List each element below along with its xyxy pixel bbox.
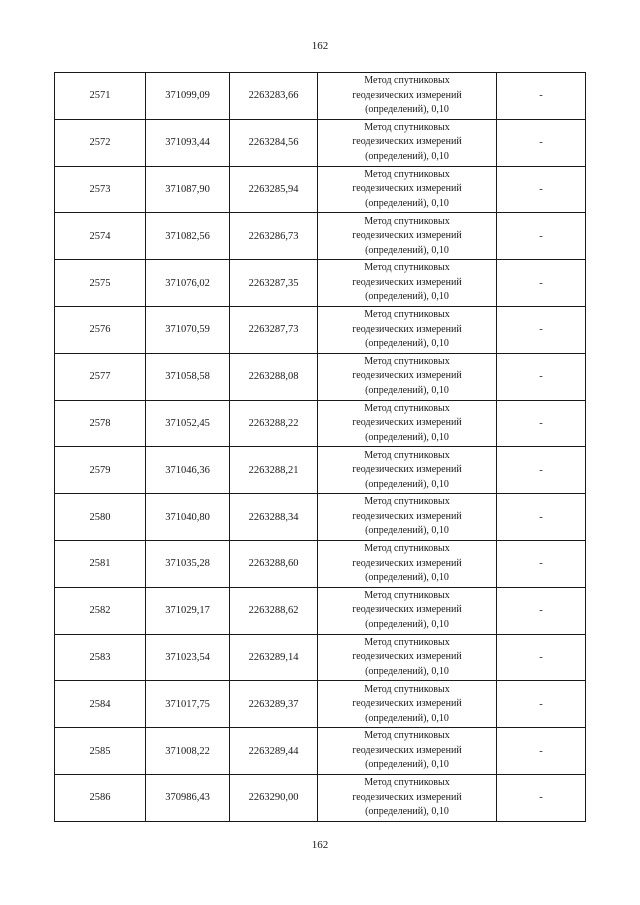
y-coordinate-text: 2263289,44 [248,745,299,757]
x-coordinate-text: 371046,36 [165,464,210,476]
note-cell [497,540,586,587]
method-text: Метод спутниковых геодезических измерений (определений), 0,10 [352,262,462,303]
point-number-text: 2579 [89,464,111,476]
point-number-text: 2586 [89,792,111,804]
y-coordinate-text: 2263287,35 [248,277,299,289]
method-text: Метод спутниковых геодезических измерений (определений), 0,10 [352,636,462,677]
note-text: - [539,651,543,663]
point-number-text: 2580 [89,511,111,523]
method-text: Метод спутниковых геодезических измерений (определений), 0,10 [352,496,462,537]
y-coordinate-cell [230,306,318,353]
note-cell [497,774,586,821]
point-number-cell [55,681,146,728]
x-coordinate-text: 371093,44 [165,137,210,149]
note-text: - [539,464,543,476]
point-number-text: 2582 [89,605,111,617]
y-coordinate-text: 2263288,21 [248,464,299,476]
note-cell [497,447,586,494]
x-coordinate-text: 371076,02 [165,277,210,289]
note-text: - [539,698,543,710]
point-number-cell [55,353,146,400]
point-number-text: 2581 [89,558,111,570]
method-cell [318,681,497,728]
y-coordinate-text: 2263287,73 [248,324,299,336]
point-number-cell [55,494,146,541]
point-number-cell [55,119,146,166]
note-cell [497,400,586,447]
y-coordinate-text: 2263285,94 [248,183,299,195]
x-coordinate-cell [146,119,230,166]
method-text: Метод спутниковых геодезических измерений (определений), 0,10 [352,75,462,116]
method-text: Метод спутниковых геодезических измерений (определений), 0,10 [352,777,462,818]
note-text: - [539,371,543,383]
note-text: - [539,511,543,523]
point-number-cell [55,166,146,213]
point-number-cell [55,447,146,494]
x-coordinate-cell [146,774,230,821]
x-coordinate-text: 370986,43 [165,792,210,804]
note-cell [497,634,586,681]
y-coordinate-text: 2263286,73 [248,230,299,242]
point-number-cell [55,634,146,681]
y-coordinate-cell [230,447,318,494]
x-coordinate-cell [146,400,230,447]
point-number-text: 2576 [89,324,111,336]
y-coordinate-text: 2263284,56 [248,137,299,149]
method-text: Метод спутниковых геодезических измерений (определений), 0,10 [352,121,462,162]
method-text: Метод спутниковых геодезических измерений (определений), 0,10 [352,589,462,630]
table-row [55,260,586,307]
x-coordinate-text: 371070,59 [165,324,210,336]
note-cell [497,681,586,728]
note-text: - [539,605,543,617]
table-row [55,166,586,213]
point-number-cell [55,306,146,353]
method-cell [318,166,497,213]
point-number-text: 2571 [89,90,111,102]
point-number-text: 2585 [89,745,111,757]
method-cell [318,634,497,681]
x-coordinate-text: 371035,28 [165,558,210,570]
note-cell [497,306,586,353]
y-coordinate-cell [230,260,318,307]
x-coordinate-cell [146,540,230,587]
method-cell [318,73,497,120]
y-coordinate-text: 2263288,34 [248,511,299,523]
y-coordinate-text: 2263288,62 [248,605,299,617]
y-coordinate-text: 2263288,08 [248,371,299,383]
y-coordinate-text: 2263289,14 [248,651,299,663]
method-text: Метод спутниковых геодезических измерений (определений), 0,10 [352,355,462,396]
y-coordinate-cell [230,73,318,120]
note-cell [497,166,586,213]
method-cell [318,447,497,494]
method-text: Метод спутниковых геодезических измерений (определений), 0,10 [352,449,462,490]
x-coordinate-cell [146,260,230,307]
x-coordinate-text: 371052,45 [165,417,210,429]
point-number-cell [55,587,146,634]
x-coordinate-text: 371099,09 [165,90,210,102]
point-number-cell [55,73,146,120]
x-coordinate-cell [146,494,230,541]
y-coordinate-cell [230,213,318,260]
method-cell [318,260,497,307]
y-coordinate-cell [230,587,318,634]
method-cell [318,353,497,400]
point-number-text: 2584 [89,698,111,710]
x-coordinate-cell [146,634,230,681]
note-text: - [539,324,543,336]
method-cell [318,494,497,541]
table-row [55,400,586,447]
y-coordinate-text: 2263288,60 [248,558,299,570]
y-coordinate-cell [230,353,318,400]
table-row [55,587,586,634]
x-coordinate-cell [146,306,230,353]
y-coordinate-cell [230,400,318,447]
method-text: Метод спутниковых геодезических измерений (определений), 0,10 [352,215,462,256]
x-coordinate-text: 371029,17 [165,605,210,617]
note-text: - [539,90,543,102]
note-text: - [539,230,543,242]
note-text: - [539,558,543,570]
point-number-cell [55,540,146,587]
x-coordinate-cell [146,73,230,120]
y-coordinate-cell [230,681,318,728]
page-number-bottom: 162 [311,839,329,851]
table-row [55,447,586,494]
point-number-cell [55,213,146,260]
note-cell [497,728,586,775]
method-text: Метод спутниковых геодезических измерений (определений), 0,10 [352,402,462,443]
table-row [55,306,586,353]
y-coordinate-cell [230,774,318,821]
method-cell [318,728,497,775]
x-coordinate-cell [146,166,230,213]
method-text: Метод спутниковых геодезических измерений (определений), 0,10 [352,730,462,771]
method-cell [318,119,497,166]
method-cell [318,540,497,587]
method-cell [318,587,497,634]
x-coordinate-cell [146,728,230,775]
table-row [55,119,586,166]
table-row [55,213,586,260]
x-coordinate-text: 371023,54 [165,651,210,663]
y-coordinate-text: 2263289,37 [248,698,299,710]
note-cell [497,587,586,634]
note-cell [497,73,586,120]
x-coordinate-text: 371017,75 [165,698,210,710]
x-coordinate-cell [146,447,230,494]
table-row [55,494,586,541]
point-number-text: 2573 [89,183,111,195]
method-cell [318,774,497,821]
point-number-text: 2578 [89,417,111,429]
point-number-cell [55,728,146,775]
y-coordinate-cell [230,494,318,541]
point-number-cell [55,774,146,821]
point-number-cell [55,260,146,307]
x-coordinate-text: 371087,90 [165,183,210,195]
method-cell [318,306,497,353]
note-text: - [539,277,543,289]
note-cell [497,494,586,541]
note-cell [497,119,586,166]
note-cell [497,213,586,260]
point-number-text: 2575 [89,277,111,289]
x-coordinate-text: 371040,80 [165,511,210,523]
y-coordinate-text: 2263290,00 [248,792,299,804]
table-row [55,540,586,587]
point-number-text: 2583 [89,651,111,663]
note-text: - [539,183,543,195]
coordinates-table [54,72,586,822]
note-cell [497,260,586,307]
note-cell [497,353,586,400]
y-coordinate-cell [230,540,318,587]
method-cell [318,400,497,447]
x-coordinate-cell [146,587,230,634]
x-coordinate-text: 371082,56 [165,230,210,242]
table-row [55,728,586,775]
page-number-top: 162 [311,40,329,52]
x-coordinate-text: 371058,58 [165,371,210,383]
y-coordinate-text: 2263283,66 [248,90,299,102]
coordinates-table-body [55,73,586,822]
x-coordinate-cell [146,353,230,400]
y-coordinate-text: 2263288,22 [248,417,299,429]
method-text: Метод спутниковых геодезических измерений (определений), 0,10 [352,309,462,350]
y-coordinate-cell [230,634,318,681]
point-number-text: 2574 [89,230,111,242]
method-text: Метод спутниковых геодезических измерений (определений), 0,10 [352,543,462,584]
note-text: - [539,792,543,804]
point-number-text: 2572 [89,137,111,149]
x-coordinate-cell [146,681,230,728]
table-row [55,634,586,681]
note-text: - [539,417,543,429]
point-number-text: 2577 [89,371,111,383]
method-text: Метод спутниковых геодезических измерений (определений), 0,10 [352,168,462,209]
y-coordinate-cell [230,728,318,775]
note-text: - [539,137,543,149]
method-cell [318,213,497,260]
method-text: Метод спутниковых геодезических измерений (определений), 0,10 [352,683,462,724]
table-row [55,353,586,400]
point-number-cell [55,400,146,447]
x-coordinate-cell [146,213,230,260]
y-coordinate-cell [230,119,318,166]
table-row [55,681,586,728]
table-row [55,774,586,821]
note-text: - [539,745,543,757]
y-coordinate-cell [230,166,318,213]
x-coordinate-text: 371008,22 [165,745,210,757]
table-row [55,73,586,120]
